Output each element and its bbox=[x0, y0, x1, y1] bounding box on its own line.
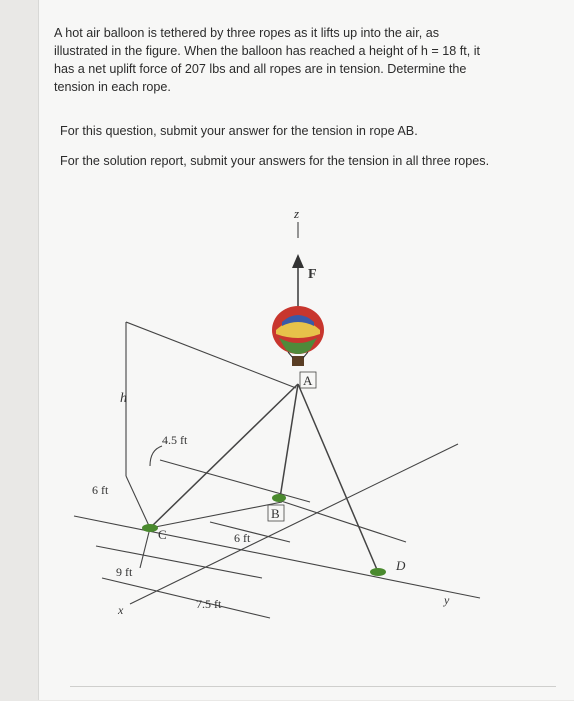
grid-line-2 bbox=[102, 578, 270, 618]
point-b-label: B bbox=[271, 506, 280, 521]
rope-ab bbox=[280, 384, 298, 498]
grid-line-4 bbox=[140, 528, 150, 568]
x-axis-label: x bbox=[118, 603, 124, 617]
force-arrowhead bbox=[292, 254, 304, 268]
dimension-4-5ft: 4.5 ft bbox=[162, 433, 188, 447]
dimension-6ft-right: 6 ft bbox=[234, 531, 251, 545]
anchor-b-icon bbox=[272, 494, 286, 502]
hot-air-balloon bbox=[272, 306, 324, 366]
grid-line-3 bbox=[126, 476, 150, 528]
report-instruction: For the solution report, submit your answers for the tension in all three ropes. bbox=[60, 154, 490, 168]
dimension-6ft-left: 6 ft bbox=[92, 483, 109, 497]
anchor-d-icon bbox=[370, 568, 386, 576]
submission-instruction: For this question, submit your answer for the tension in rope AB. bbox=[60, 124, 418, 138]
grid-line-7 bbox=[278, 500, 406, 542]
force-label: F bbox=[308, 267, 317, 282]
point-a-label: A bbox=[303, 373, 313, 388]
grid-line-5 bbox=[130, 444, 458, 604]
z-label: z bbox=[294, 206, 300, 221]
dimension-7-5ft: 7.5 ft bbox=[196, 597, 222, 611]
point-d-label: D bbox=[396, 558, 406, 573]
height-label: h bbox=[120, 391, 127, 406]
dimension-9ft: 9 ft bbox=[116, 565, 133, 579]
problem-statement: A hot air balloon is tethered by three ropes as it lifts up into the air, as illustrated in the figure. When the balloon has reached a height of h = 18 ft, it has a net uplift force of 207 lbs and all ropes are in tension. Determine the tension in each rope. bbox=[54, 26, 481, 94]
anchor-c-icon bbox=[142, 524, 158, 532]
top-horizontal-line bbox=[126, 322, 296, 388]
grid-line-6 bbox=[150, 502, 282, 528]
rope-ad bbox=[298, 384, 378, 572]
y-axis-label: y bbox=[444, 593, 450, 607]
dimension-bracket bbox=[150, 446, 162, 466]
point-c-label: C bbox=[158, 527, 167, 542]
